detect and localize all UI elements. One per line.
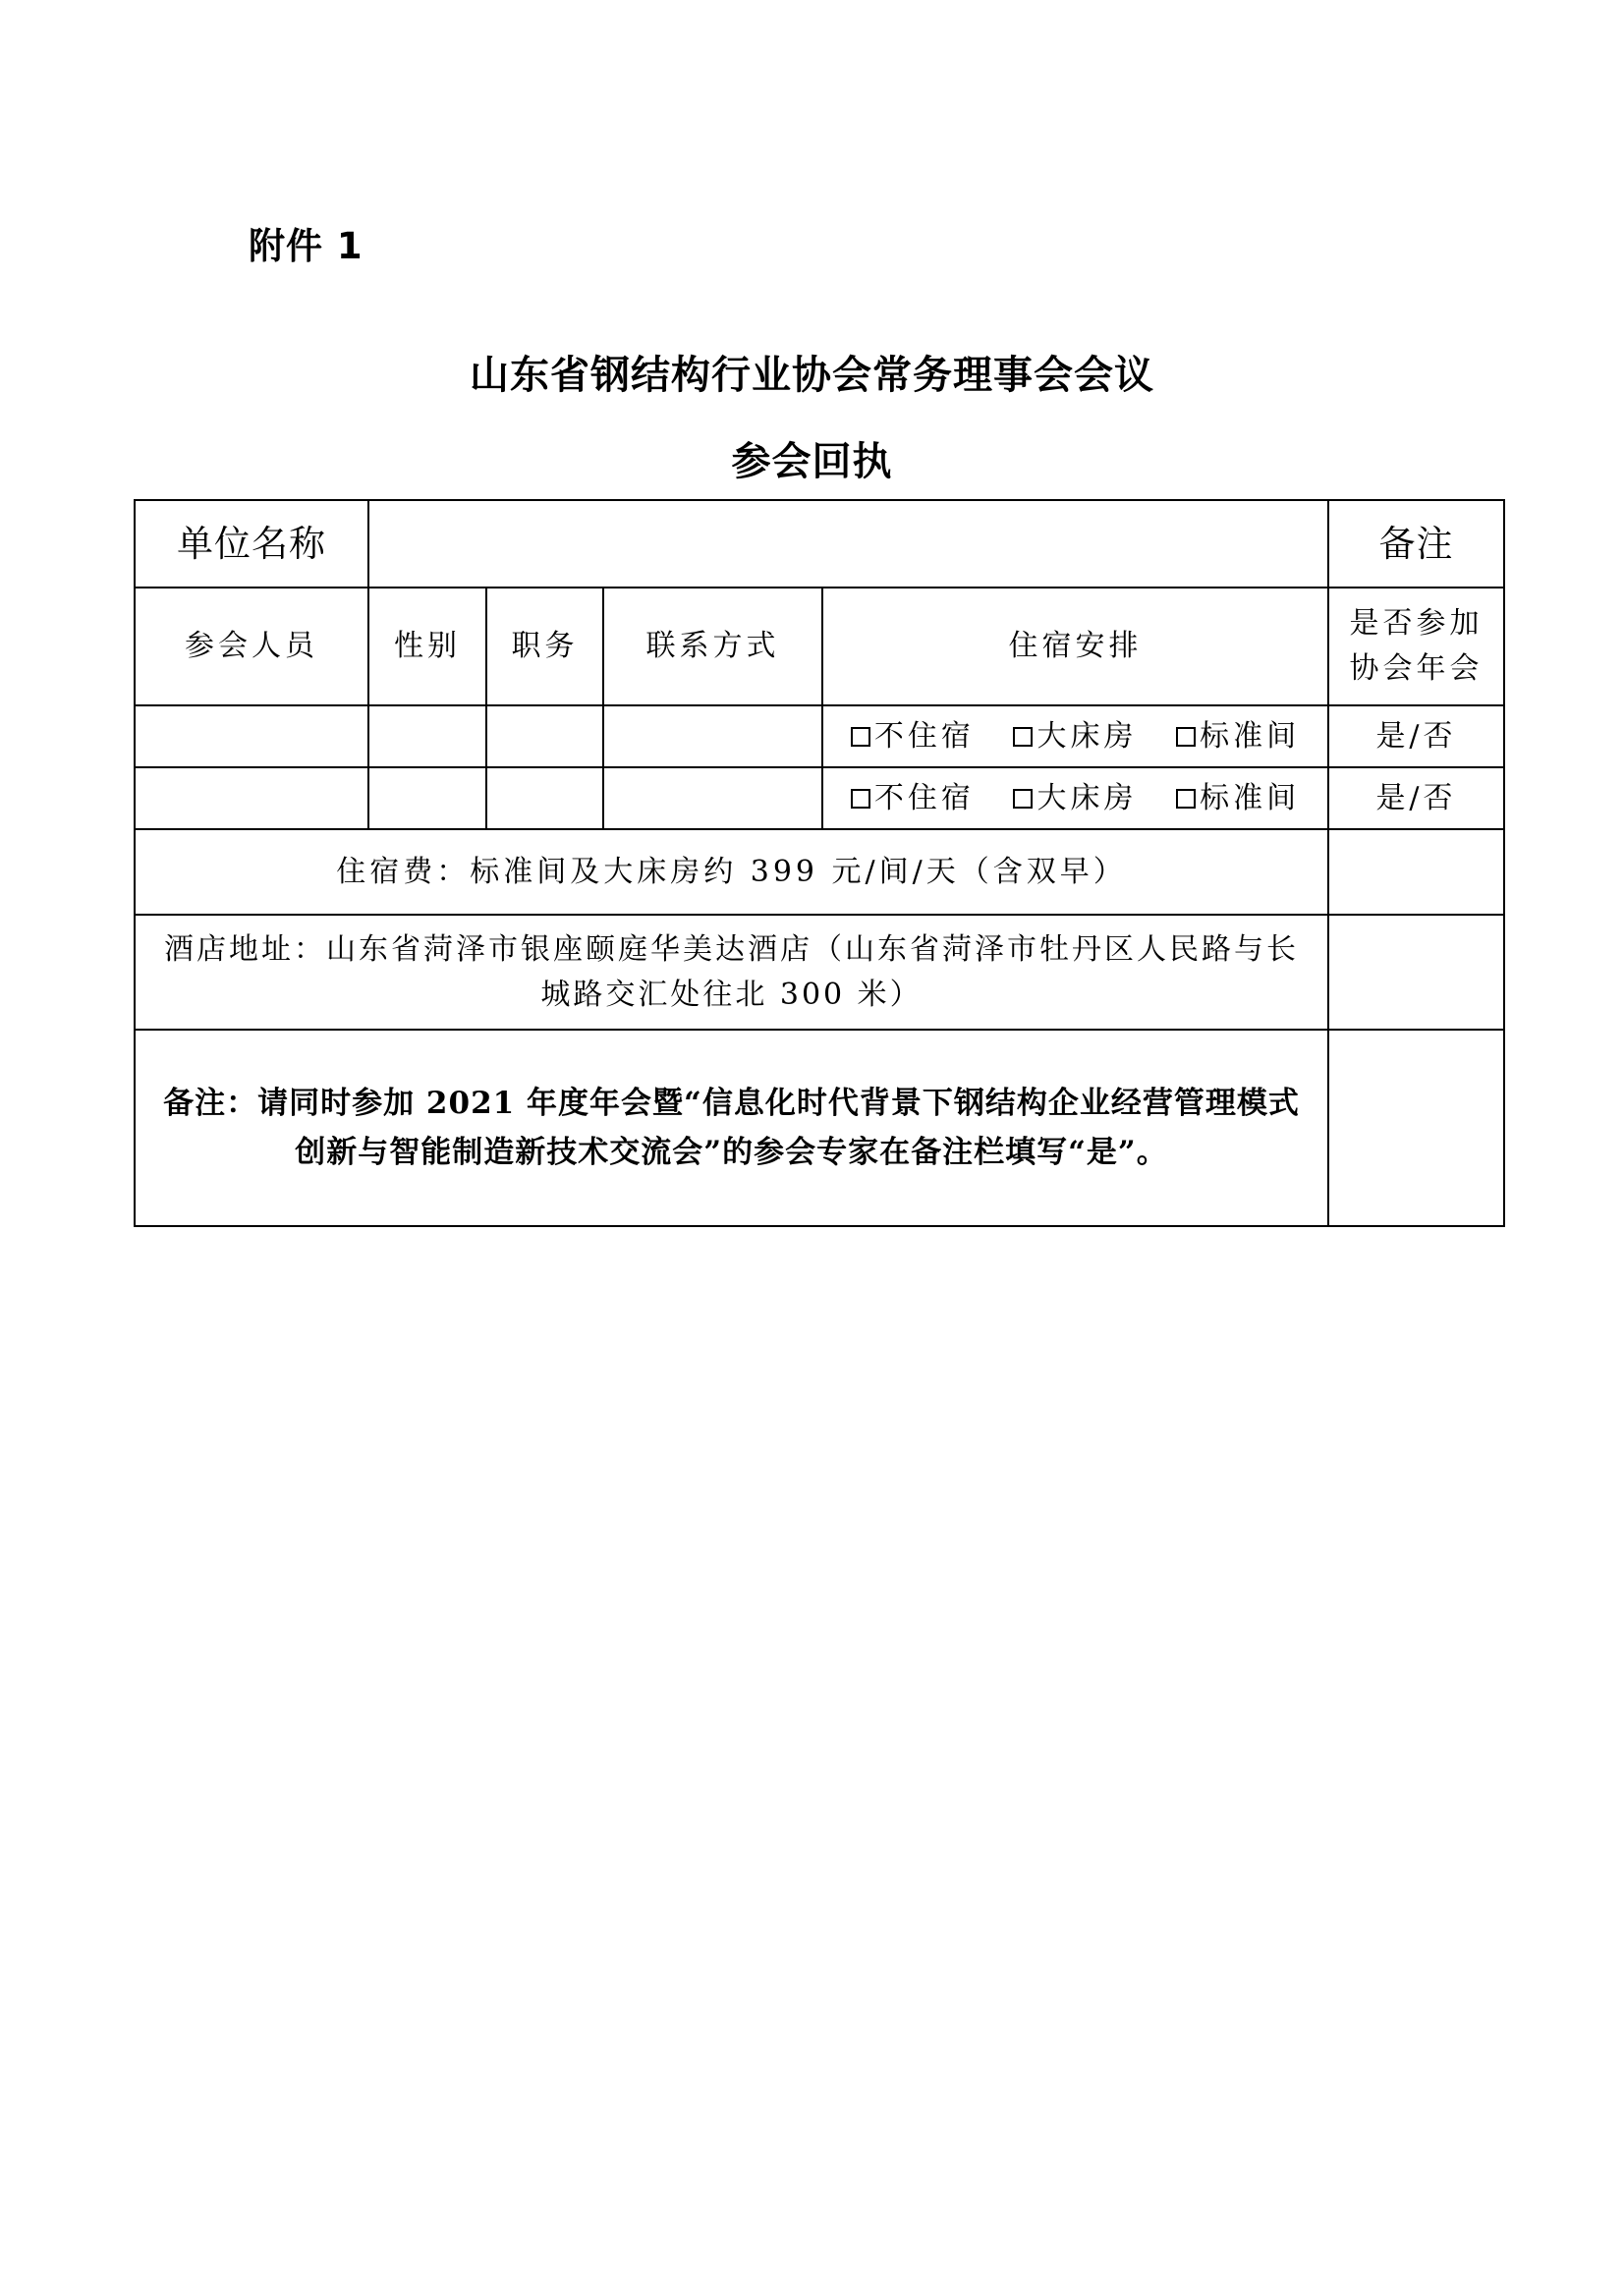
no-stay-label: 不住宿 xyxy=(873,780,975,815)
column-header-row xyxy=(135,588,1504,705)
gender-cell[interactable] xyxy=(368,705,486,767)
attendee-cell[interactable] xyxy=(135,767,368,829)
annual-meeting-line1: 是否参加 xyxy=(1349,606,1484,641)
king-room-label: 大床房 xyxy=(1036,780,1138,815)
note-remark-cell[interactable] xyxy=(1328,1030,1504,1226)
standard-room-checkbox[interactable] xyxy=(1176,714,1300,759)
col-header-annual-meeting xyxy=(1328,588,1504,705)
lodging-options-cell xyxy=(822,767,1328,829)
checkbox-icon xyxy=(851,789,870,809)
hotel-address-line2: 城路交汇处往北 300 米） xyxy=(540,977,923,1012)
document-subtitle: 参会回执 xyxy=(731,439,893,484)
table-row xyxy=(135,767,1504,829)
col-header-position: 职务 xyxy=(486,588,603,705)
hotel-address-remark-cell[interactable] xyxy=(1328,915,1504,1030)
hotel-address-row xyxy=(135,915,1504,1030)
lodging-fee-remark-cell[interactable] xyxy=(1328,829,1504,915)
standard-room-checkbox[interactable] xyxy=(1176,776,1300,821)
attendee-cell[interactable] xyxy=(135,705,368,767)
position-cell[interactable] xyxy=(486,705,603,767)
yes-no-cell[interactable]: 是/否 xyxy=(1328,705,1504,767)
col-header-contact: 联系方式 xyxy=(603,588,822,705)
attachment-label: 附件 1 xyxy=(249,225,364,267)
unit-name-field[interactable] xyxy=(368,500,1328,588)
note-line1: 备注：请同时参加 2021 年度年会暨“信息化时代背景下钢结构企业经营管理模式 xyxy=(163,1086,1300,1121)
unit-name-label: 单位名称 xyxy=(135,500,368,588)
standard-room-label: 标准间 xyxy=(1200,780,1301,815)
annual-meeting-line2: 协会年会 xyxy=(1349,651,1484,686)
gender-cell[interactable] xyxy=(368,767,486,829)
table-row xyxy=(135,705,1504,767)
contact-cell[interactable] xyxy=(603,705,822,767)
checkbox-icon xyxy=(1176,727,1196,747)
unit-name-row xyxy=(135,500,1504,588)
remarks-header: 备注 xyxy=(1328,500,1504,588)
col-header-lodging: 住宿安排 xyxy=(822,588,1328,705)
registration-form-table xyxy=(134,499,1505,1227)
hotel-address-cell xyxy=(135,915,1328,1030)
document-title: 山东省钢结构行业协会常务理事会会议 xyxy=(470,353,1154,398)
hotel-address-line1: 酒店地址：山东省菏泽市银座颐庭华美达酒店（山东省菏泽市牡丹区人民路与长 xyxy=(164,931,1299,967)
no-stay-checkbox[interactable] xyxy=(851,776,975,821)
lodging-options-cell xyxy=(822,705,1328,767)
note-line2: 创新与智能制造新技术交流会”的参会专家在备注栏填写“是”。 xyxy=(295,1135,1168,1170)
contact-cell[interactable] xyxy=(603,767,822,829)
lodging-fee-row xyxy=(135,829,1504,915)
checkbox-icon xyxy=(1013,727,1033,747)
checkbox-icon xyxy=(1013,789,1033,809)
checkbox-icon xyxy=(1176,789,1196,809)
king-room-label: 大床房 xyxy=(1036,718,1138,754)
king-room-checkbox[interactable] xyxy=(1013,714,1137,759)
note-row xyxy=(135,1030,1504,1226)
position-cell[interactable] xyxy=(486,767,603,829)
checkbox-icon xyxy=(851,727,870,747)
standard-room-label: 标准间 xyxy=(1200,718,1301,754)
lodging-fee-text: 住宿费：标准间及大床房约 399 元/间/天（含双早） xyxy=(135,829,1328,915)
note-cell xyxy=(135,1030,1328,1226)
no-stay-label: 不住宿 xyxy=(873,718,975,754)
col-header-gender: 性别 xyxy=(368,588,486,705)
king-room-checkbox[interactable] xyxy=(1013,776,1137,821)
no-stay-checkbox[interactable] xyxy=(851,714,975,759)
col-header-attendee: 参会人员 xyxy=(135,588,368,705)
yes-no-cell[interactable]: 是/否 xyxy=(1328,767,1504,829)
